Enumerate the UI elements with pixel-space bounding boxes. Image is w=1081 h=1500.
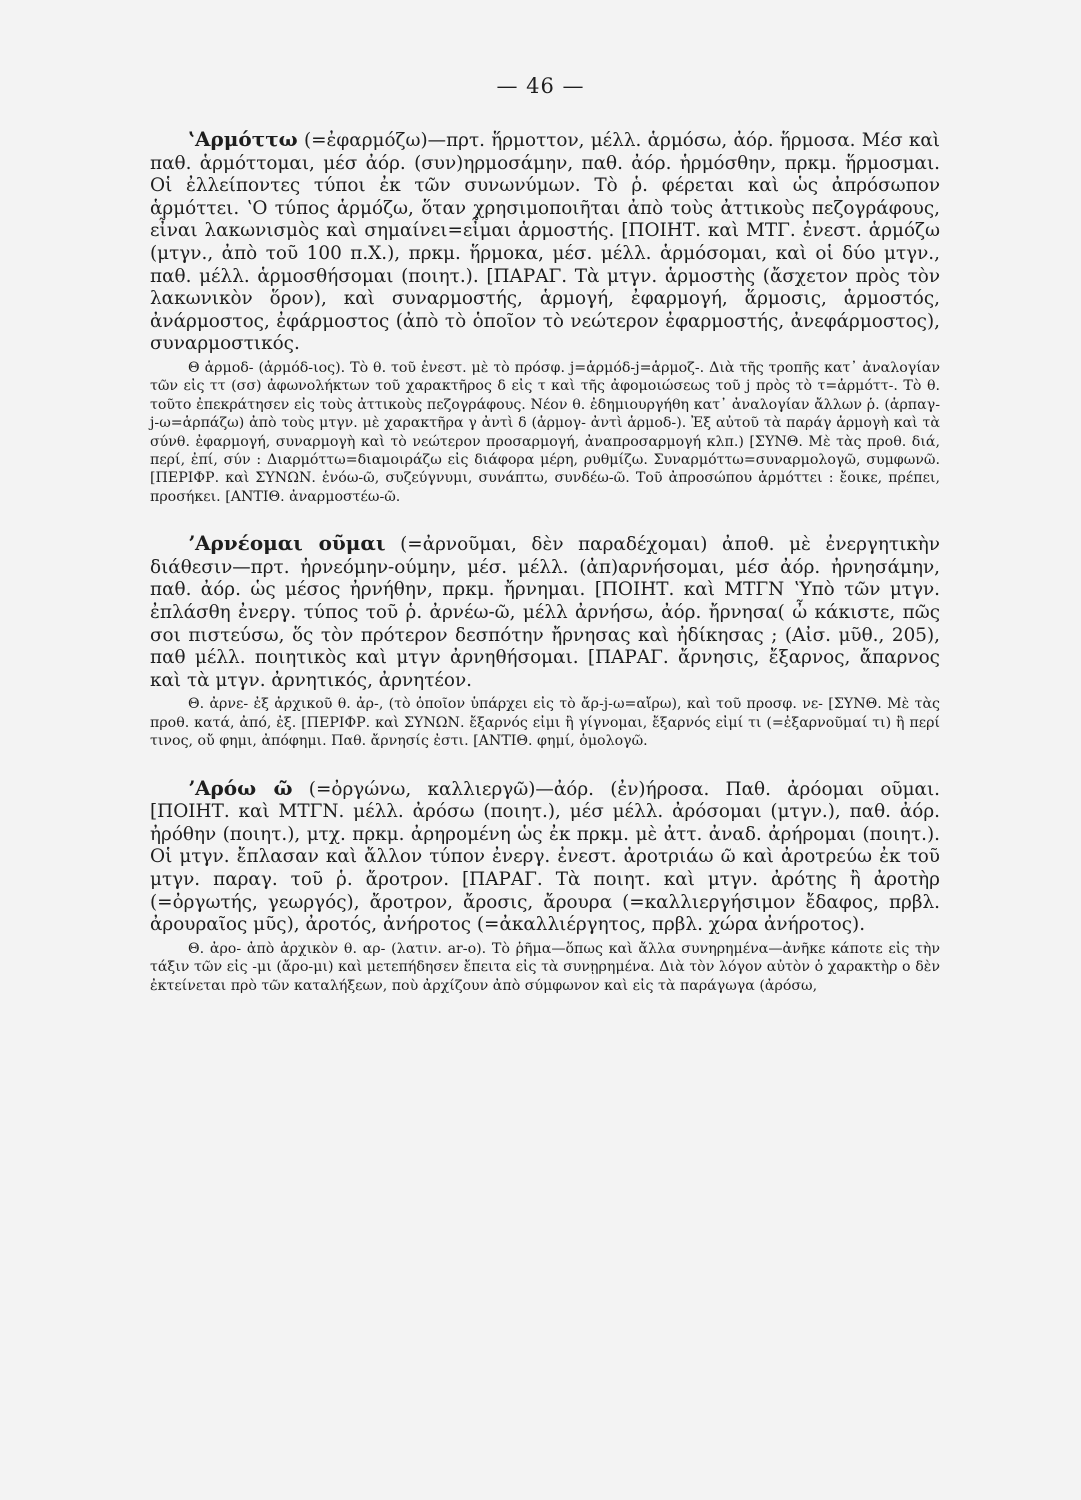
entry-arneomai bbox=[150, 532, 940, 750]
entry-body: (=ἐφαρμόζω)—πρτ. ἥρμοττον, μέλλ. ἁρμόσω, ἀόρ. ἥρμοσα. Μέσ καὶ παθ. ἁρμόττομαι, μέσ ἀόρ. (συν)ηρμοσάμην, παθ. ἀόρ. ἡρμόσθην, πρκμ. ἥρμοσμαι. Οἱ ἐλλείποντες τύποι ἐκ τῶν συνωνύμων. Τὸ ῥ. φέρεται καὶ ὡς ἀπρόσωπον ἁρμόττει. ʽΟ τύπος ἁρμόζω, ὅταν χρησιμοποιῆται ἀπὸ τοὺς ἀττικοὺς πεζογράφους, εἶναι λακωνισμὸς καὶ σημαίνει=εἶμαι ἁρμοστής. [ΠΟΙΗΤ. καὶ ΜΤΓ. ἐνεστ. ἁρμόζω (μτγν., ἀπὸ τοῦ 100 π.Χ.), πρκμ. ἥρμοκα, μέσ. μέλλ. ἁρμόσομαι, καὶ οἱ δύο μτγν., παθ. μέλλ. ἁρμοσθήσομαι (ποιητ.). [ΠΑΡΑΓ. Τὰ μτγν. ἁρμοστὴς (ἄσχετον πρὸς τὸν λακωνικὸν ὅρον), καὶ συναρμοστής, ἁρμογή, ἐφαρμογή, ἅρμοσις, ἁρμοστός, ἀνάρμοστος, ἐφάρμοστος (ἀπὸ τὸ ὁποῖον τὸ νεώτερον ἐφαρμοστής, ἀνεφάρμοστος), συναρμοστικός. bbox=[150, 130, 940, 355]
entry-etymology-note: Θ. ἀρνε- ἐξ ἀρχικοῦ θ. ἀρ-, (τὸ ὁποῖον ὑπάρχει εἰς τὸ ἄρ-j-ω=αἴρω), καὶ τοῦ προσφ. νε- [ΣΥΝΘ. Μὲ τὰς προθ. κατά, ἀπό, ἐξ. [ΠΕΡΙΦΡ. καὶ ΣΥΝΩΝ. ἔξαρνός εἰμι ἢ γίγνομαι, ἔξαρνός εἰμί τι (=ἐξαρνοῦμαί τι) ἢ περί τινος, οὔ φημι, ἀπόφημι. Παθ. ἄρνησίς ἐστι. [ΑΝΤΙΘ. φημί, ὁμολογῶ. bbox=[150, 696, 940, 750]
entry-aroo bbox=[150, 777, 940, 995]
entry-main-text bbox=[150, 777, 940, 937]
entry-body: (=ἀρνοῦμαι, δὲν παραδέχομαι) ἀποθ. μὲ ἐνεργητικὴν διάθεσιν—πρτ. ἠρνεόμην-ούμην, μέσ. μέλλ. (ἀπ)αρνήσομαι, μέσ ἀόρ. ἠρνησάμην, παθ. ἀόρ. ὡς μέσος ἠρνήθην, πρκμ. ἤρνημαι. [ΠΟΙΗΤ. καὶ ΜΤΓΝ ʽΥπὸ τῶν μτγν. ἐπλάσθη ἐνεργ. τύπος τοῦ ῥ. ἀρνέω-ῶ, μέλλ ἀρνήσω, ἀόρ. ἤρνησα( ὦ κάκιστε, πῶς σοι πιστεύσω, ὅς τὸν πρότερον δεσπότην ἤρνησας καὶ ἠδίκησας ; (Αἰσ. μῦθ., 205), παθ μέλλ. ποιητικὸς καὶ μτγν ἀρνηθήσομαι. [ΠΑΡΑΓ. ἄρνησις, ἔξαρνος, ἄπαρνος καὶ τὰ μτγν. ἀρνητικός, ἀρνητέον. bbox=[150, 534, 940, 691]
entry-etymology-note: Θ. ἀρο- ἀπὸ ἀρχικὸν θ. αρ- (λατιν. ar-o). Τὸ ῥῆμα—ὅπως καὶ ἄλλα συνηρημένα—ἀνῆκε κάποτε εἰς τὴν τάξιν τῶν εἰς -μι (ἄρο-μι) καὶ μετεπήδησεν ἔπειτα εἰς τὰ συνῃρημένα. Διὰ τὸν λόγον αὐτὸν ὁ χαρακτὴρ ο δὲν ἐκτείνεται πρὸ τῶν καταλήξεων, ποὺ ἀρχίζουν ἀπὸ σύμφωνον καὶ εἰς τὰ παράγωγα (ἀρόσω, bbox=[150, 940, 940, 994]
entry-armotto bbox=[150, 128, 940, 506]
entry-body: (=ὀργώνω, καλλιεργῶ)—ἀόρ. (ἐν)ήροσα. Παθ. ἀρόομαι οῦμαι. [ΠΟΙΗΤ. καὶ ΜΤΓΝ. μέλλ. ἀρόσω (ποιητ.), μέσ μέλλ. ἀρόσομαι (μτγν.), παθ. ἀόρ. ἠρόθην (ποιητ.), μτχ. πρκμ. ἀρηρομένη ὡς ἐκ πρκμ. μὲ ἀττ. ἀναδ. ἀρήρομαι (ποιητ.). Οἱ μτγν. ἔπλασαν καὶ ἄλλον τύπον ἐνεργ. ἐνεστ. ἀροτριάω ῶ καὶ ἀροτρεύω ἐκ τοῦ μτγν. παραγ. τοῦ ῥ. ἄροτρον. [ΠΑΡΑΓ. Τὰ ποιητ. καὶ μτγν. ἀρότης ἢ ἀροτὴρ (=ὀργωτής, γεωργός), ἄροτρον, ἄροσις, ἄρουρα (=καλλιεργήσιμον ἔδαφος, πρβλ. ἀρουραῖος μῦς), ἀροτός, ἀνήροτος (=ἀκαλλιέργητος, πρβλ. χώρα ἀνήροτος). bbox=[150, 778, 940, 936]
entry-headword: ʽΑρμόττω bbox=[188, 127, 298, 151]
dictionary-content bbox=[150, 128, 940, 1021]
entry-headword: ʼΑρόω ῶ bbox=[188, 775, 293, 800]
entry-etymology-note: Θ ἁρμοδ- (ἁρμόδ-ιος). Τὸ θ. τοῦ ἐνεστ. μὲ τὸ πρόσφ. j=ἁρμόδ-j=ἁρμοζ-. Διὰ τῆς τροπῆς κατ᾽ ἀναλογίαν τῶν εἰς ττ (σσ) ἀφωνολήκτων τοῦ χαρακτῆρος δ εἰς τ καὶ τῆς ἀφομοιώσεως τοῦ j πρὸς τὸ τ=ἁρμόττ-. Τὸ θ. τοῦτο ἐπεκράτησεν εἰς τοὺς ἀττικοὺς πεζογράφους. Νέον θ. ἐδημιουργήθη κατ᾽ ἀναλογίαν ἄλλων ῥ. (ἁρπαγ-j-ω=ἁρπάζω) ἀπὸ τοὺς μτγν. μὲ χαρακτῆρα γ ἀντὶ δ (ἁρμογ- ἀντὶ ἁρμοδ-). Ἐξ αὐτοῦ τὰ παράγ ἁρμογὴ καὶ τὰ σύνθ. ἐφαρμογή, συναρμογὴ καὶ τὸ νεώτερον προσαρμογή, ἀναπροσαρμογή κλπ.) [ΣΥΝΘ. Μὲ τὰς προθ. διά, περί, ἐπί, σύν : Διαρμόττω=διαμοιράζω εἰς διάφορα μέρη, ρυθμίζω. Συναρμόττω=συναρμολογῶ, συμφωνῶ. [ΠΕΡΙΦΡ. καὶ ΣΥΝΩΝ. ἑνόω-ῶ, συζεύγνυμι, συνάπτω, συνδέω-ῶ. Τοῦ ἀπροσώπου ἁρμόττει : ἔοικε, πρέπει, προσήκει. [ΑΝΤΙΘ. ἀναρμοστέω-ῶ. bbox=[150, 359, 940, 505]
entry-main-text bbox=[150, 128, 940, 356]
entry-main-text bbox=[150, 532, 940, 692]
page-number: — 46 — bbox=[496, 74, 585, 98]
entry-headword: ʼΑρνέομαι οῦμαι bbox=[188, 531, 386, 556]
